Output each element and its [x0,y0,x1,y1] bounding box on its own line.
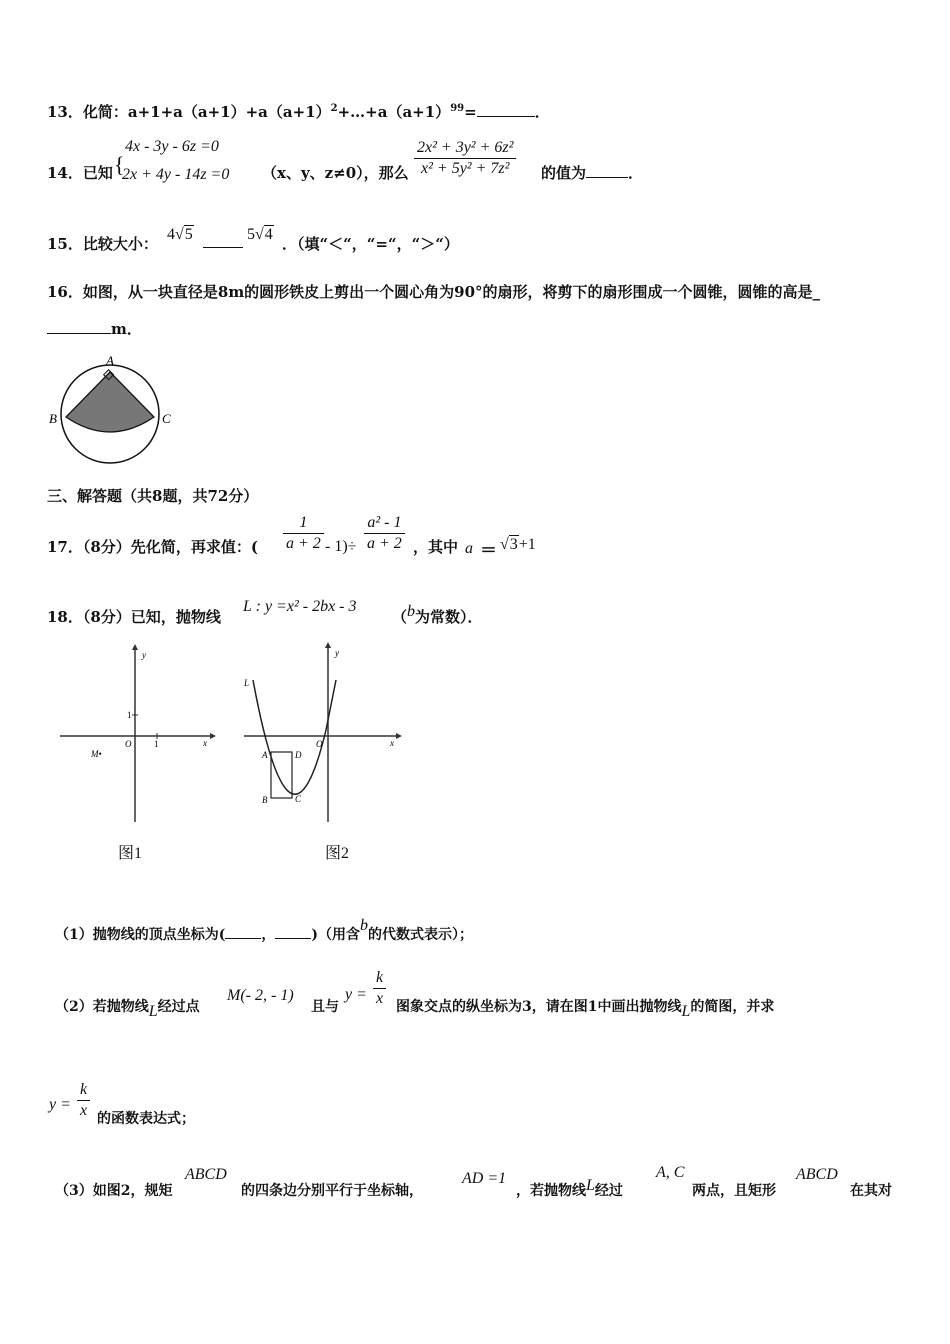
brace-symbol: { [114,152,125,177]
svg-text:O: O [316,739,323,749]
sqrt-value: √3+1 [500,536,536,553]
svg-text:C: C [295,794,302,804]
question-15: 15．比较大小： [47,235,158,253]
part-3: （3）如图2，规矩 [55,1183,173,1199]
fraction-k-over-x-2: $\frac{k}{x}$ [77,1080,90,1121]
answer-blank [275,924,311,939]
fraction-k-over-x: $\frac{k}{x}$ [373,968,386,1009]
parabola-formula: L : y =x² - 2bx - 3 [243,598,357,615]
answer-blank [586,163,628,178]
fraction-2: $\frac{\text{a² - 1}}{a + 2}$ [364,513,405,554]
point-m: M• [91,749,102,759]
svg-text:D: D [295,750,302,760]
figure-2-caption: 图2 [325,845,350,862]
equation-1: 4x - 3y - 6z =0 [125,138,219,155]
question-17: 17．（8分）先化简，再求值：( [47,538,258,556]
point-m-coordinates: M(- 2, - 1) [227,987,294,1004]
sector [66,372,154,432]
label-b: B [49,411,57,426]
sector-circle-figure [44,352,184,472]
question-16: 16．如图，从一块直径是8m的圆形铁皮上剪出一个圆心角为90°的扇形，将剪下的扇形围成一个圆锥，圆锥的高是_ [47,283,821,301]
part-1: （1）抛物线的顶点坐标为( ， )（用含b的代数式表示）； [55,917,473,943]
figure-1-axes [45,640,225,832]
part-2: （2）若抛物线L经过点 [55,999,200,1020]
svg-text:B: B [262,795,268,805]
answer-blank [477,102,535,117]
svg-text:L: L [244,678,250,688]
label-c: C [162,411,171,426]
answer-blank [203,233,243,248]
fraction-1: $\frac{1}{a + 2}$ [283,513,324,554]
section-title: 三、解答题（共8题，共72分） [47,487,259,505]
svg-text:O: O [125,739,132,749]
figure-2-axes [238,640,413,832]
left-radical: 4√5 [167,226,193,243]
fraction: $\frac{\text{2x² + 3y² + 6z²}}{\text{x² + 5y² + 7z²}}$ [414,138,516,179]
right-radical: 5√4 [247,226,273,243]
parabola-curve [253,680,336,794]
figure-1-caption: 图1 [118,845,143,862]
question-14-label: 14．已知 [47,164,113,182]
question-13: 13．化简：$a+1+a(a+1)+a(a+1)^2+\dots+a(a+1)^{99}=$ ． [47,103,550,121]
svg-text:1: 1 [127,710,132,720]
svg-text:1: 1 [154,739,159,749]
svg-text:y: y [335,648,339,658]
label-a: A [106,353,114,368]
svg-text:x: x [203,738,207,748]
condition-text: （x、y、z≠0），那么 [262,164,409,182]
equation-2: 2x + 4y - 14z =0 [122,166,230,183]
svg-text:A: A [262,750,268,760]
question-18: 18．（8分）已知，抛物线 [47,608,221,626]
answer-blank [47,319,111,334]
answer-blank [225,924,261,939]
svg-text:y: y [142,650,146,660]
svg-text:x: x [390,738,394,748]
